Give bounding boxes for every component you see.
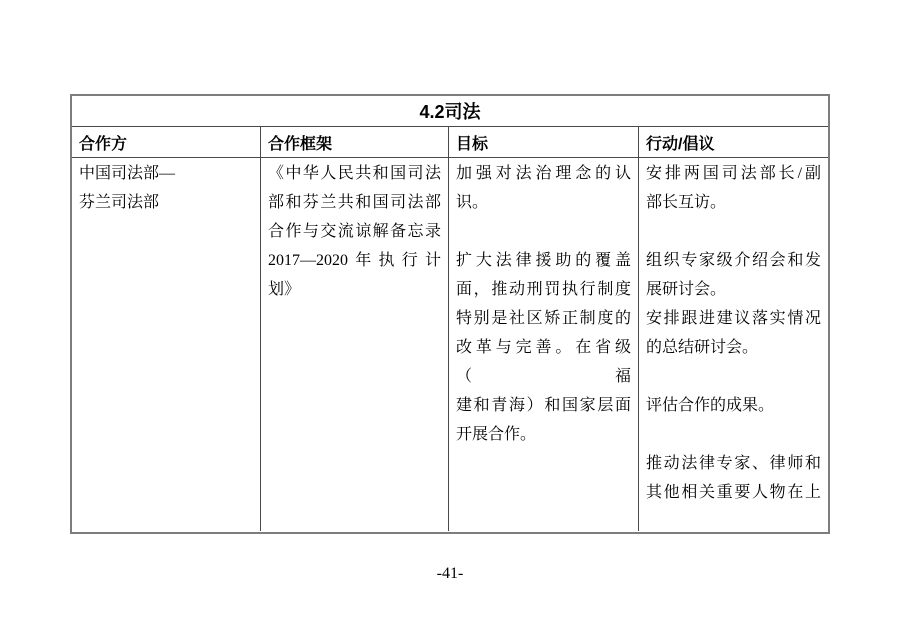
cell-goals: 加强对法治理念的认 识。 扩大法律援助的覆盖 面，推动刑罚执行制度 特别是社区矫正制度的 改革与完善。在省级（福 建和青海）和国家层面 开展合作。 — [449, 158, 639, 531]
column-header-framework: 合作框架 — [261, 127, 449, 157]
cell-partner: 中国司法部— 芬兰司法部 — [72, 158, 261, 531]
column-header-goals: 目标 — [449, 127, 639, 157]
column-header-partner: 合作方 — [72, 127, 261, 157]
table-title: 4.2司法 — [72, 96, 828, 127]
cell-framework: 《中华人民共和国司法 部和芬兰共和国司法部 合作与交流谅解备忘录 2017—2020年执行计 划》 — [261, 158, 449, 531]
cell-actions: 安排两国司法部长/副 部长互访。 组织专家级介绍会和发 展研讨会。 安排跟进建议落实情况 的总结研讨会。 评估合作的成果。 推动法律专家、律师和 其他相关重要人物在上 — [646, 165, 821, 501]
column-header-actions: 行动/倡议 — [646, 135, 715, 153]
page-number: -41- — [436, 565, 464, 582]
judicial-cooperation-table — [70, 94, 830, 534]
table-body-row — [72, 158, 828, 531]
table-header-row — [72, 127, 828, 158]
